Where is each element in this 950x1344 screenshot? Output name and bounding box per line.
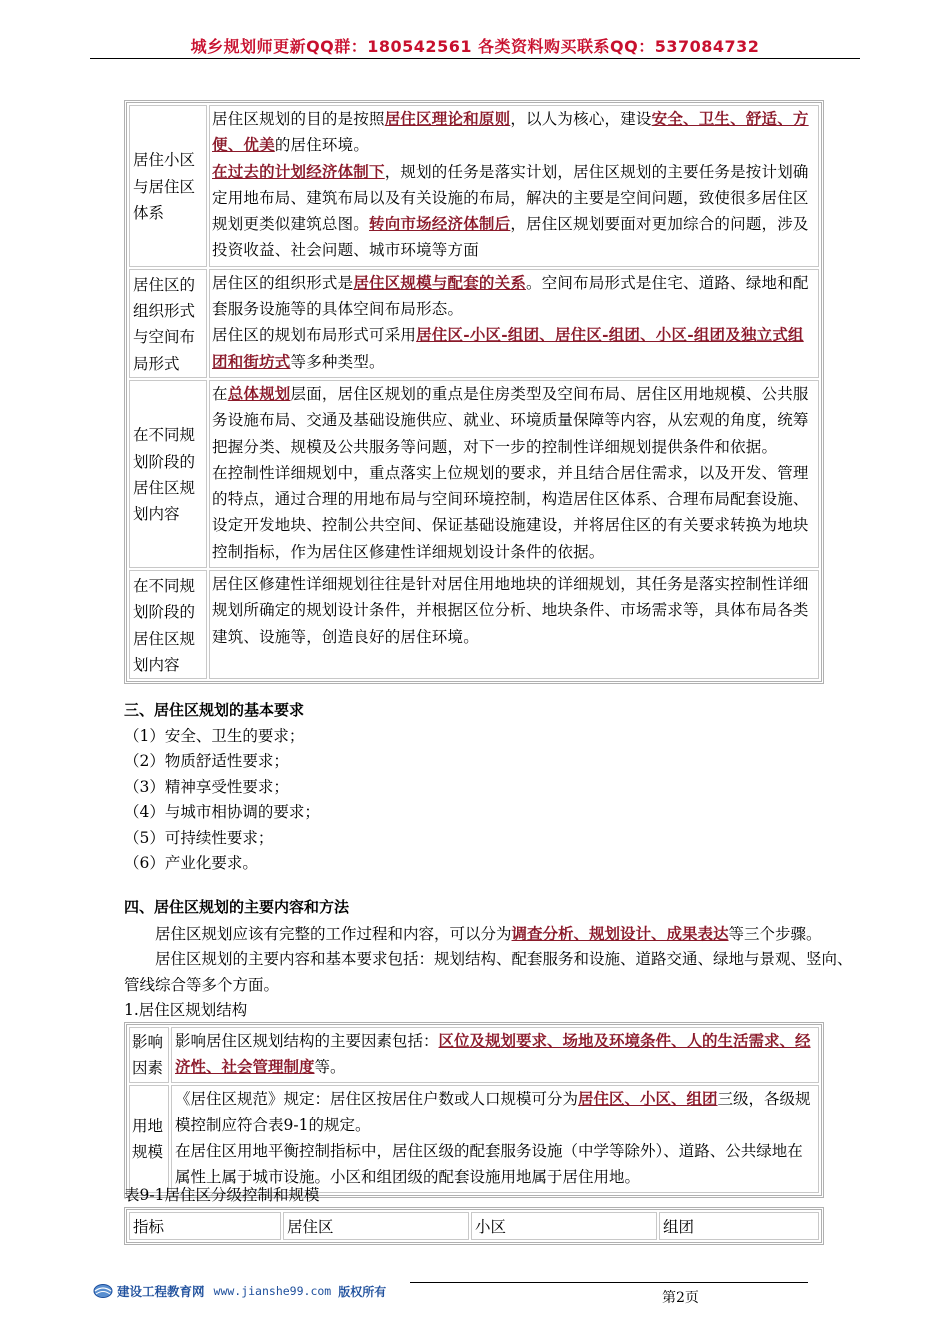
- table-row: [129, 1085, 819, 1193]
- list-item: （3）精神享受性要求；: [124, 777, 289, 796]
- list-item: （4）与城市相协调的要求；: [124, 803, 320, 821]
- subheading: 1.居住区规划结构: [124, 1001, 248, 1019]
- table-planning-structure: [124, 1022, 824, 1198]
- header-cell: 居住区: [283, 1212, 469, 1240]
- paragraph: 居住区规划应该有完整的工作过程和内容，可以分为调查分析、规划设计、成果表达等三个步骤。: [155, 923, 822, 943]
- footer-url[interactable]: www.jianshe99.com: [213, 1284, 332, 1298]
- row-content: 在总体规划层面，居住区规划的重点是住房类型及空间布局、居住区用地规模、公共服务设施布局、交通及基础设施供应、就业、环境质量保障等内容，从宏观的角度，统筹把握分类、规模及公共服务等问题，对下一步的控制性详细规划提供条件和依据。 在控制性详细规划中，重点落实上位规划的要求，并且结合居住需求，以及开发、管理的特点，通过合理的用地布局与空间环境控制，构造居住区体系、合理布局配套设施、设定开发地块、控制公共空间、保证基础设施建设，并将居住区的有关要求转换为地块控制指标，作为居住区修建性详细规划设计条件的依据。: [209, 380, 819, 568]
- row-label: 居住区的组织形式与空间布局形式: [129, 269, 207, 378]
- footer-rule: [410, 1282, 808, 1283]
- row-content: 《居住区规范》规定：居住区按居住户数或人口规模可分为居住区、小区、组团三级，各级规模控制应符合表9-1的规定。 在居住区用地平衡控制指标中，居住区级的配套服务设施（中学等除外）、道路、公共绿地在属性上属于城市设施。小区和组团级的配套设施用地属于居住用地。: [171, 1085, 819, 1193]
- list-item: （2）物质舒适性要求；: [124, 752, 289, 770]
- row-label: 用地规模: [129, 1085, 169, 1193]
- list-item: （6）产业化要求。: [124, 854, 258, 872]
- section-basic-requirements: [124, 698, 864, 877]
- table-row: [129, 380, 819, 568]
- table-row: [129, 269, 819, 378]
- globe-logo-icon: [92, 1283, 114, 1299]
- section-main-content: [124, 895, 864, 1024]
- paragraph: 居住区规划的主要内容和基本要求包括：规划结构、配套服务和设施、道路交通、绿地与景观、竖向、管线综合等多个方面。: [124, 950, 853, 994]
- list-item: （5）可持续性要求；: [124, 828, 274, 847]
- section-heading: 四、居住区规划的主要内容和方法: [124, 898, 350, 916]
- row-label: 居住小区与居住区体系: [129, 105, 207, 267]
- header-cell: 组团: [659, 1212, 819, 1240]
- page-number: 第2页: [662, 1290, 699, 1306]
- table-row: [129, 570, 819, 679]
- row-label: 在不同规划阶段的居住区规划内容: [129, 570, 207, 679]
- list-item: （1）安全、卫生的要求；: [124, 726, 305, 745]
- table-header-row: [129, 1212, 819, 1240]
- row-label: 影响因素: [129, 1027, 169, 1083]
- row-label: 在不同规划阶段的居住区规划内容: [129, 380, 207, 568]
- header-title: 城乡规划师更新QQ群：180542561 各类资料购买联系QQ：537084732: [190, 37, 760, 56]
- header-cell: 小区: [471, 1212, 657, 1240]
- row-content: 影响居住区规划结构的主要因素包括：区位及规划要求、场地及环境条件、人的生活需求、经济性、社会管理制度等。: [171, 1027, 819, 1083]
- table-residential-system: [124, 100, 824, 684]
- row-content: 居住区规划的目的是按照居住区理论和原则，以人为核心，建设安全、卫生、舒适、方便、优美的居住环境。 在过去的计划经济体制下，规划的任务是落实计划，居住区规划的主要任务是按计划确定用地布局、建筑布局以及有关设施的布局，解决的主要是空间问题，致使很多居住区规划更类似建筑总图。转向市场经济体制后，居住区规划要面对更加综合的问题，涉及投资收益、社会问题、城市环境等方面: [209, 105, 819, 267]
- header-cell: 指标: [129, 1212, 281, 1240]
- row-content: 居住区修建性详细规划往往是针对居住用地地块的详细规划，其任务是落实控制性详细规划所确定的规划设计条件，并根据区位分析、地块条件、市场需求等，具体布局各类建筑、设施等，创造良好的居住环境。: [209, 570, 819, 679]
- table-9-1: [124, 1207, 824, 1245]
- row-content: 居住区的组织形式是居住区规模与配套的关系。空间布局形式是住宅、道路、绿地和配套服务设施等的具体空间布局形态。 居住区的规划布局形式可采用居住区-小区-组团、居住区-组团、小区-组团及独立式组团和街坊式等多种类型。: [209, 269, 819, 378]
- footer-brand: 建设工程教育网: [117, 1284, 205, 1299]
- header-rule: [90, 58, 860, 59]
- table-caption: 表9-1居住区分级控制和规模: [124, 1186, 320, 1204]
- table-row: [129, 105, 819, 267]
- table-row: [129, 1027, 819, 1083]
- section-heading: 三、居住区规划的基本要求: [124, 701, 305, 719]
- footer-logo[interactable]: [92, 1282, 386, 1300]
- footer-copyright: 版权所有: [338, 1284, 387, 1299]
